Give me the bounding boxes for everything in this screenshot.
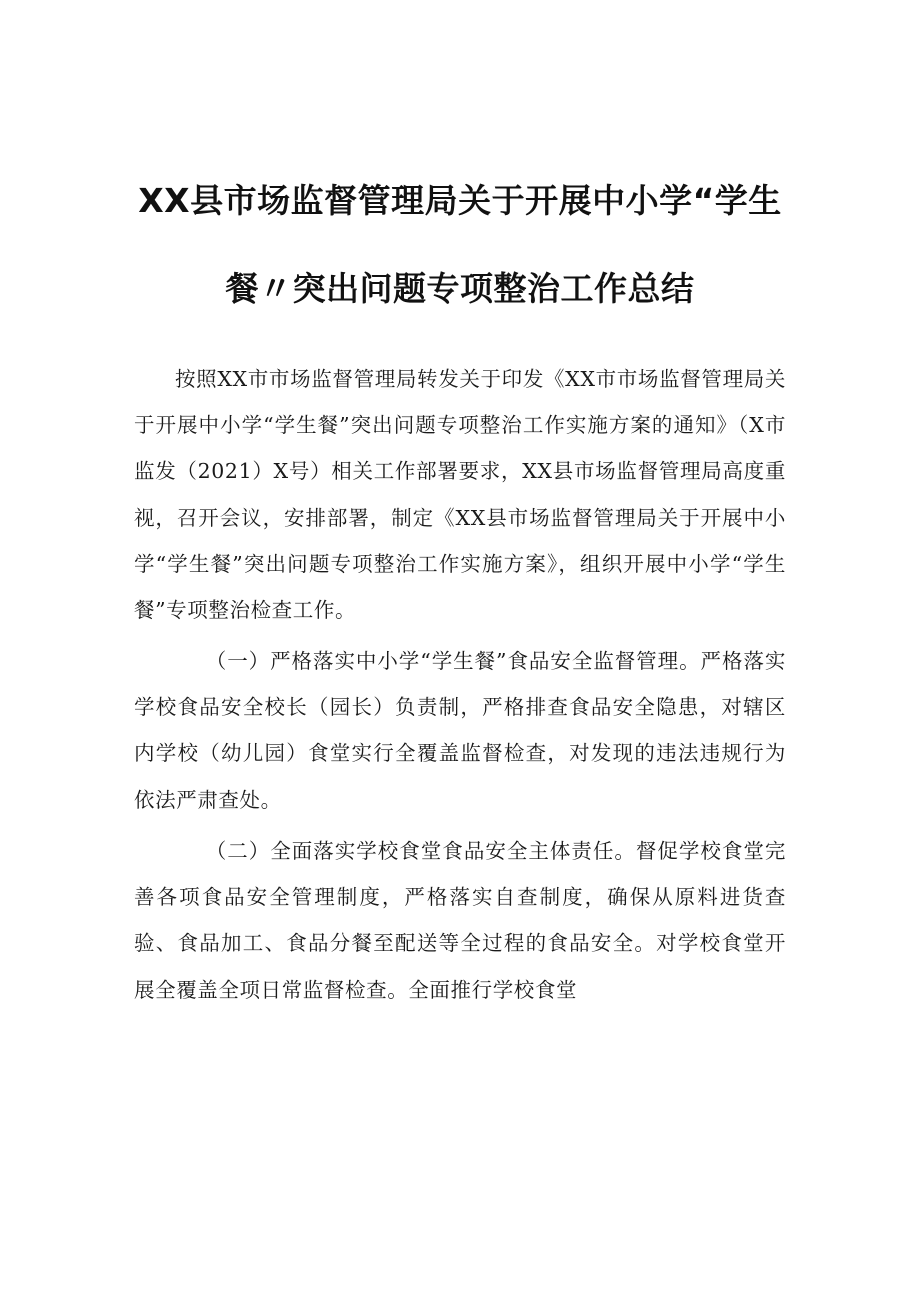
document-title-line-1: XX县市场监督管理局关于开展中小学“学生 [138,181,782,220]
paragraph-section-1: （一）严格落实中小学“学生餐”食品安全监督管理。严格落实学校食品安全校长（园长）负责制，严格排查食品安全隐患，对辖区内学校（幼儿园）食堂实行全覆盖监督检查，对发现的违法违规行为依法严肃查处。 [134,649,786,812]
paragraph-section-2: （二）全面落实学校食堂食品安全主体责任。督促学校食堂完善各项食品安全管理制度，严格落实自查制度，确保从原料进货查验、食品加工、食品分餐至配送等全过程的食品安全。对学校食堂开展全覆盖全项日常监督检查。全面推行学校食堂 [134,839,786,1002]
paragraph-intro: 按照XX市市场监督管理局转发关于印发《XX市市场监督管理局关于开展中小学“学生餐”突出问题专项整治工作实施方案的通知》（X市监发（2021）X号）相关工作部署要求，XX县市场监督管理局高度重视，召开会议，安排部署，制定《XX县市场监督管理局关于开展中小学“学生餐”突出问题专项整治工作实施方案》，组织开展中小学“学生餐”专项整治检查工作。 [134,367,786,623]
document-title-line-2: 餐〃突出问题专项整治工作总结 [225,269,695,308]
